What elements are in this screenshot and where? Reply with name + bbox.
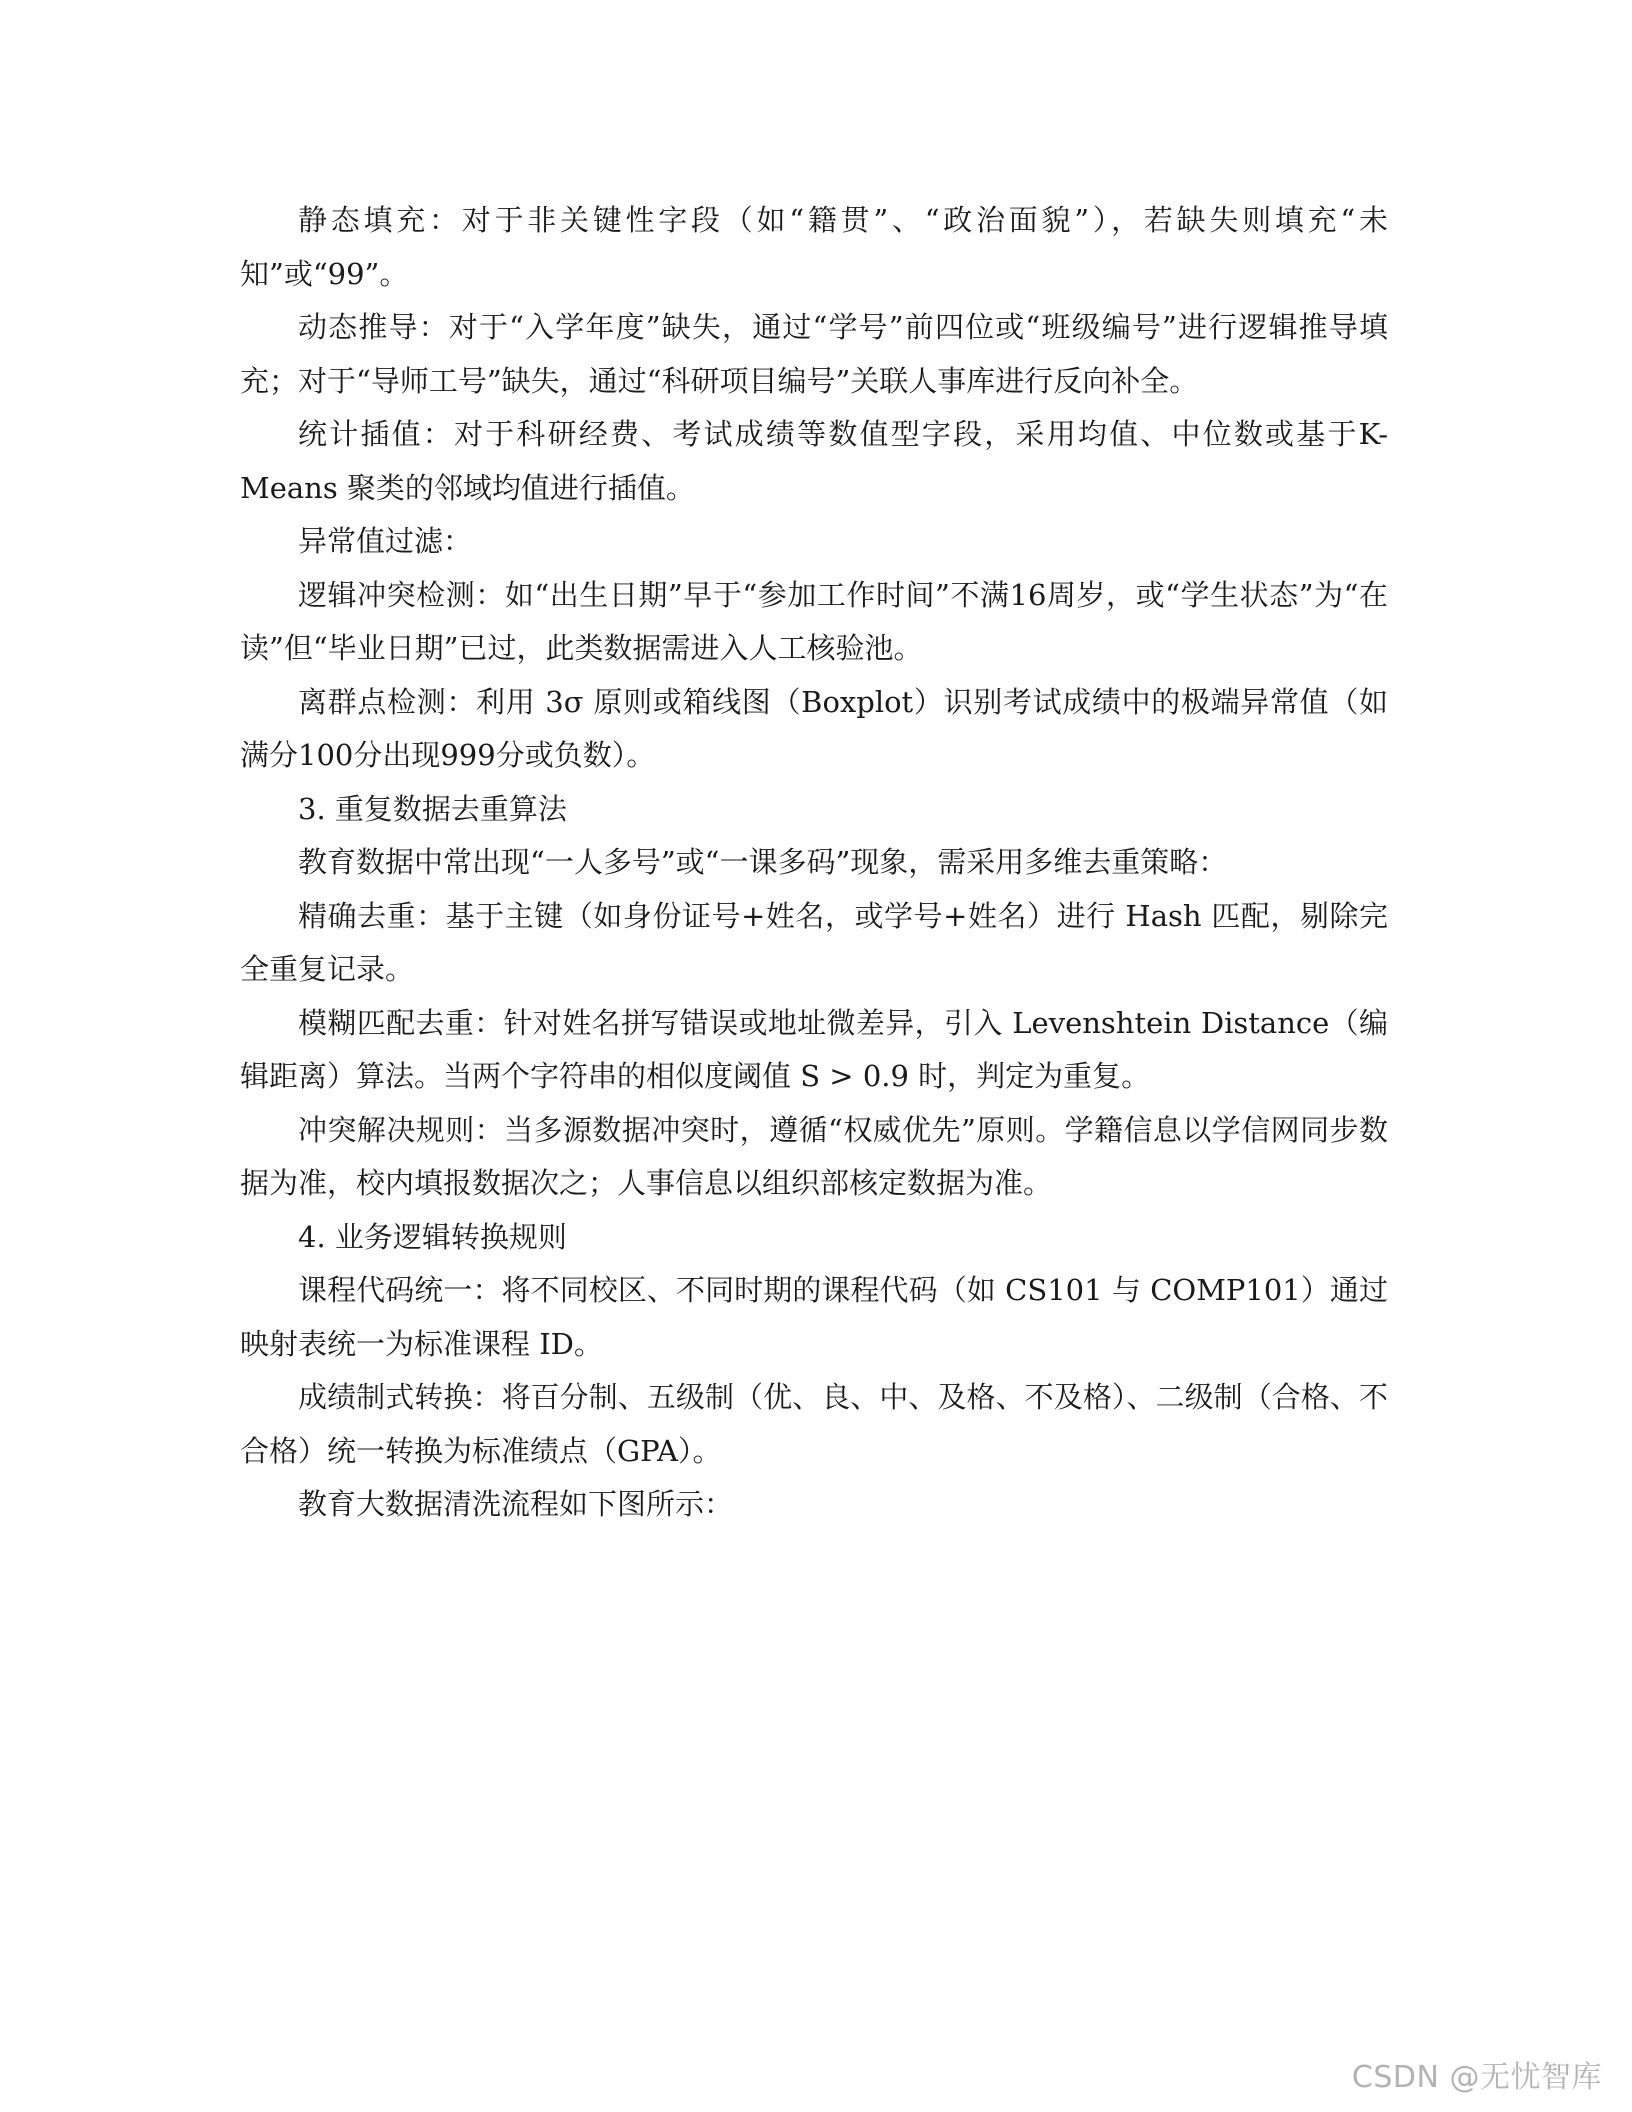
paragraph-static-fill: 静态填充：对于非关键性字段（如“籍贯”、“政治面貌”），若缺失则填充“未知”或“99”。 [240, 203, 1388, 291]
paragraph-logic-conflict-detection: 逻辑冲突检测：如“出生日期”早于“参加工作时间”不满16周岁，或“学生状态”为“在读”但“毕业日期”已过，此类数据需进入人工核验池。 [240, 577, 1388, 665]
paragraph-grade-conversion: 成绩制式转换：将百分制、五级制（优、良、中、及格、不及格）、二级制（合格、不合格）统一转换为标准绩点（GPA）。 [240, 1380, 1388, 1468]
section-heading-business-logic: 4. 业务逻辑转换规则 [298, 1219, 567, 1254]
paragraph-outlier-filter-heading: 异常值过滤： [298, 524, 473, 558]
paragraph-fuzzy-dedup: 模糊匹配去重：针对姓名拼写错误或地址微差异，引入 Levenshtein Distance（编辑距离）算法。当两个字符串的相似度阈值 S > 0.9 时，判定为重复。 [240, 1005, 1388, 1093]
paragraph-flow-caption: 教育大数据清洗流程如下图所示： [298, 1487, 734, 1521]
csdn-watermark: CSDN @无忧智库 [1351, 2060, 1602, 2095]
paragraph-exact-dedup: 精确去重：基于主键（如身份证号+姓名，或学号+姓名）进行 Hash 匹配，剔除完全重复记录。 [240, 898, 1388, 986]
paragraph-conflict-resolution: 冲突解决规则：当多源数据冲突时，遵循“权威优先”原则。学籍信息以学信网同步数据为准，校内填报数据次之；人事信息以组织部核定数据为准。 [240, 1112, 1388, 1200]
paragraph-course-code-unification: 课程代码统一：将不同校区、不同时期的课程代码（如 CS101 与 COMP101）通过映射表统一为标准课程 ID。 [240, 1273, 1388, 1361]
document-body [240, 194, 1388, 1532]
paragraph-outlier-detection: 离群点检测：利用 3σ 原则或箱线图（Boxplot）识别考试成绩中的极端异常值（如满分100分出现999分或负数）。 [240, 684, 1388, 772]
paragraph-dynamic-derivation: 动态推导：对于“入学年度”缺失，通过“学号”前四位或“班级编号”进行逻辑推导填充；对于“导师工号”缺失，通过“科研项目编号”关联人事库进行反向补全。 [240, 310, 1388, 398]
section-heading-deduplication: 3. 重复数据去重算法 [298, 791, 567, 826]
paragraph-dedup-intro: 教育数据中常出现“一人多号”或“一课多码”现象，需采用多维去重策略： [298, 845, 1228, 879]
paragraph-statistical-interpolation: 统计插值：对于科研经费、考试成绩等数值型字段，采用均值、中位数或基于K-Means 聚类的邻域均值进行插值。 [240, 417, 1388, 505]
